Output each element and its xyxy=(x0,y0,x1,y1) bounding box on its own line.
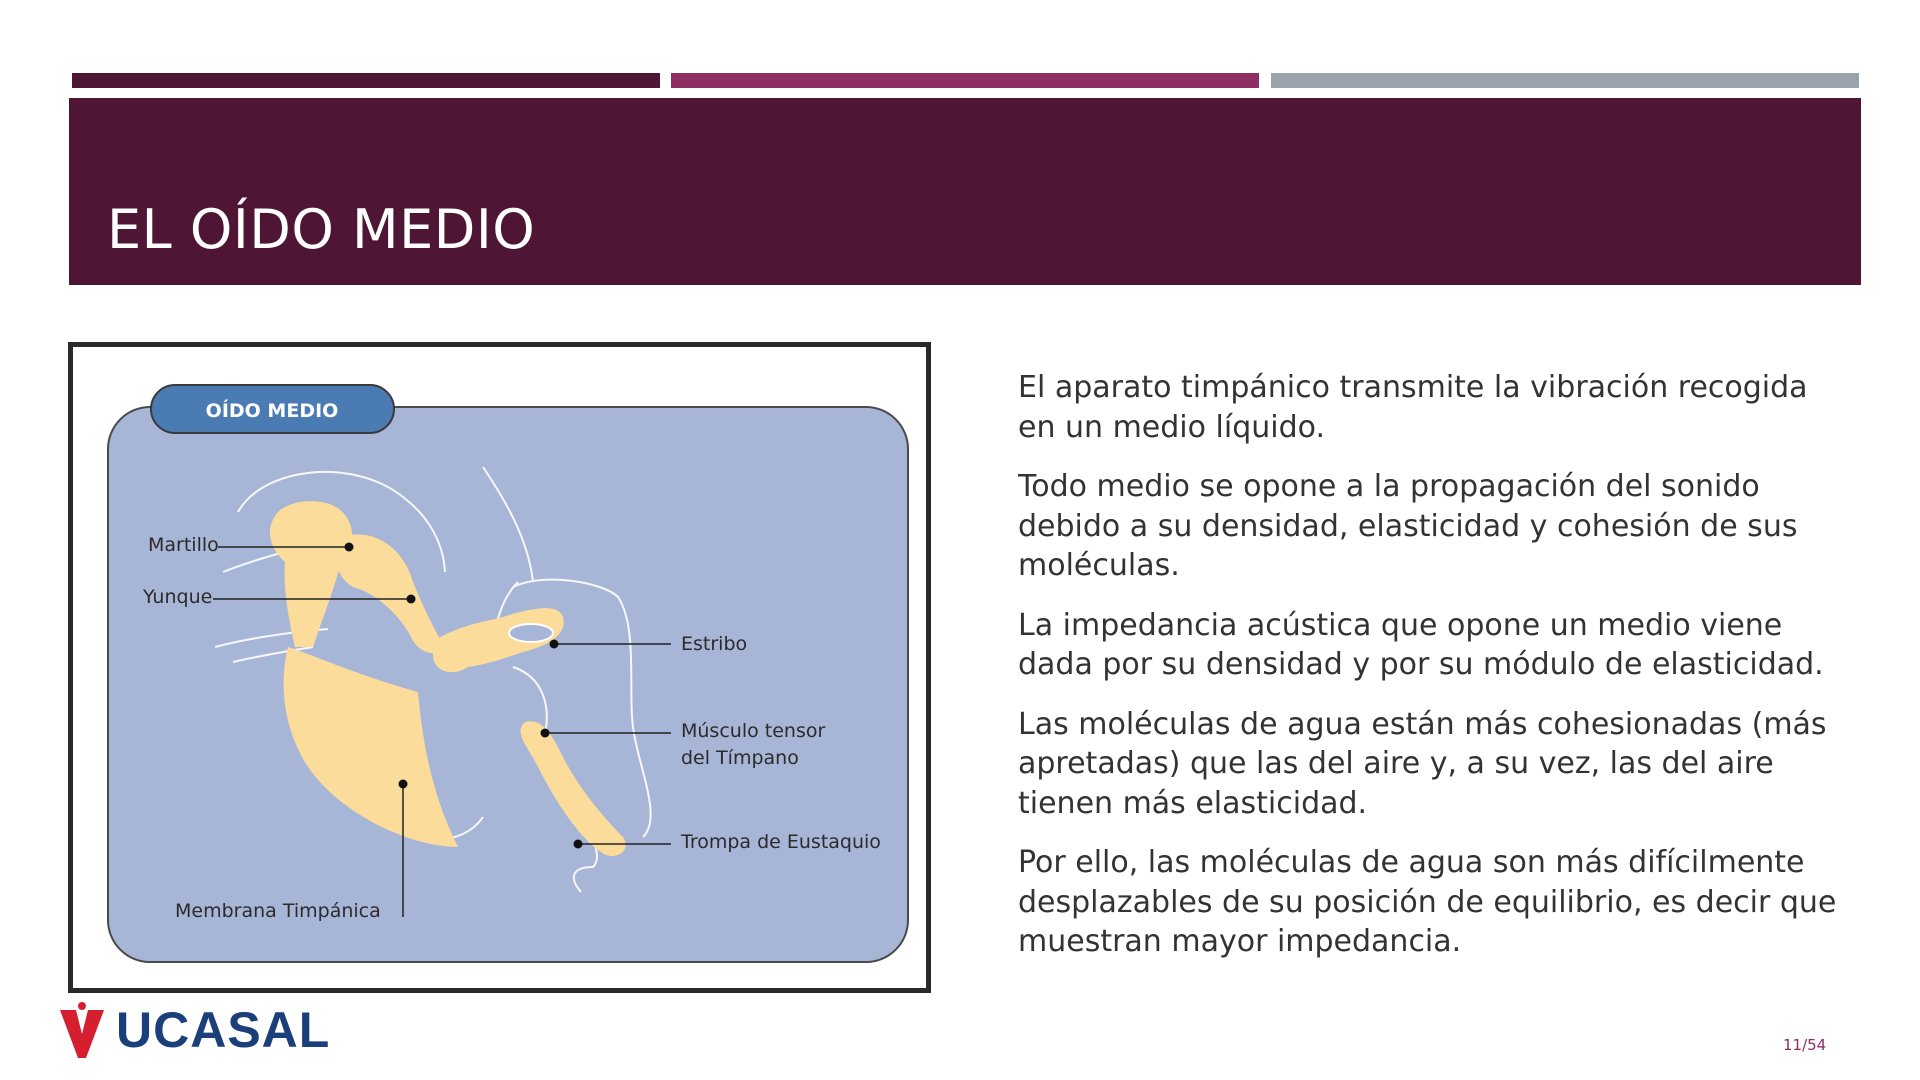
paragraph-5: Por ello, las moléculas de agua son más difícilmente desplazables de su posición de equilibrio, es decir que muestran mayor impedancia. xyxy=(1018,845,1837,959)
page-number: 11/54 xyxy=(1783,1036,1827,1054)
accent-bar-magenta xyxy=(671,73,1259,88)
label-estribo: Estribo xyxy=(681,633,748,655)
diagram-badge-label: OÍDO MEDIO xyxy=(205,400,339,422)
paragraph-2: Todo medio se opone a la propagación del sonido debido a su densidad, elasticidad y cohesión de sus moléculas. xyxy=(1018,469,1798,583)
ear-diagram-frame xyxy=(68,342,931,993)
label-musculo-line1: Músculo tensor xyxy=(681,720,826,742)
accent-bar-gray xyxy=(1271,73,1859,88)
slide-title: EL OÍDO MEDIO xyxy=(107,198,536,261)
ucasal-logo xyxy=(58,1000,331,1060)
paragraph-3: La impedancia acústica que opone un medio viene dada por su densidad y por su módulo de elasticidad. xyxy=(1018,607,1824,682)
body-text xyxy=(1018,368,1838,982)
label-musculo-line2: del Tímpano xyxy=(681,747,799,769)
ucasal-v-emblem-icon xyxy=(58,1000,106,1060)
label-membrana: Membrana Timpánica xyxy=(175,900,381,922)
logo-text: UCASAL xyxy=(116,1002,331,1058)
paragraph-4: Las moléculas de agua están más cohesionadas (más apretadas) que las del aire y, a su vez, las del aire tienen más elasticidad. xyxy=(1018,706,1827,821)
diagram-panel xyxy=(108,407,908,962)
accent-bar-dark xyxy=(72,73,660,88)
middle-ear-diagram xyxy=(73,347,926,988)
paragraph-1: El aparato timpánico transmite la vibración recogida en un medio líquido. xyxy=(1018,370,1808,445)
label-yunque: Yunque xyxy=(143,586,213,608)
label-martillo: Martillo xyxy=(148,534,219,556)
label-trompa: Trompa de Eustaquio xyxy=(681,831,881,853)
stapes-footplate-hole xyxy=(509,624,553,642)
